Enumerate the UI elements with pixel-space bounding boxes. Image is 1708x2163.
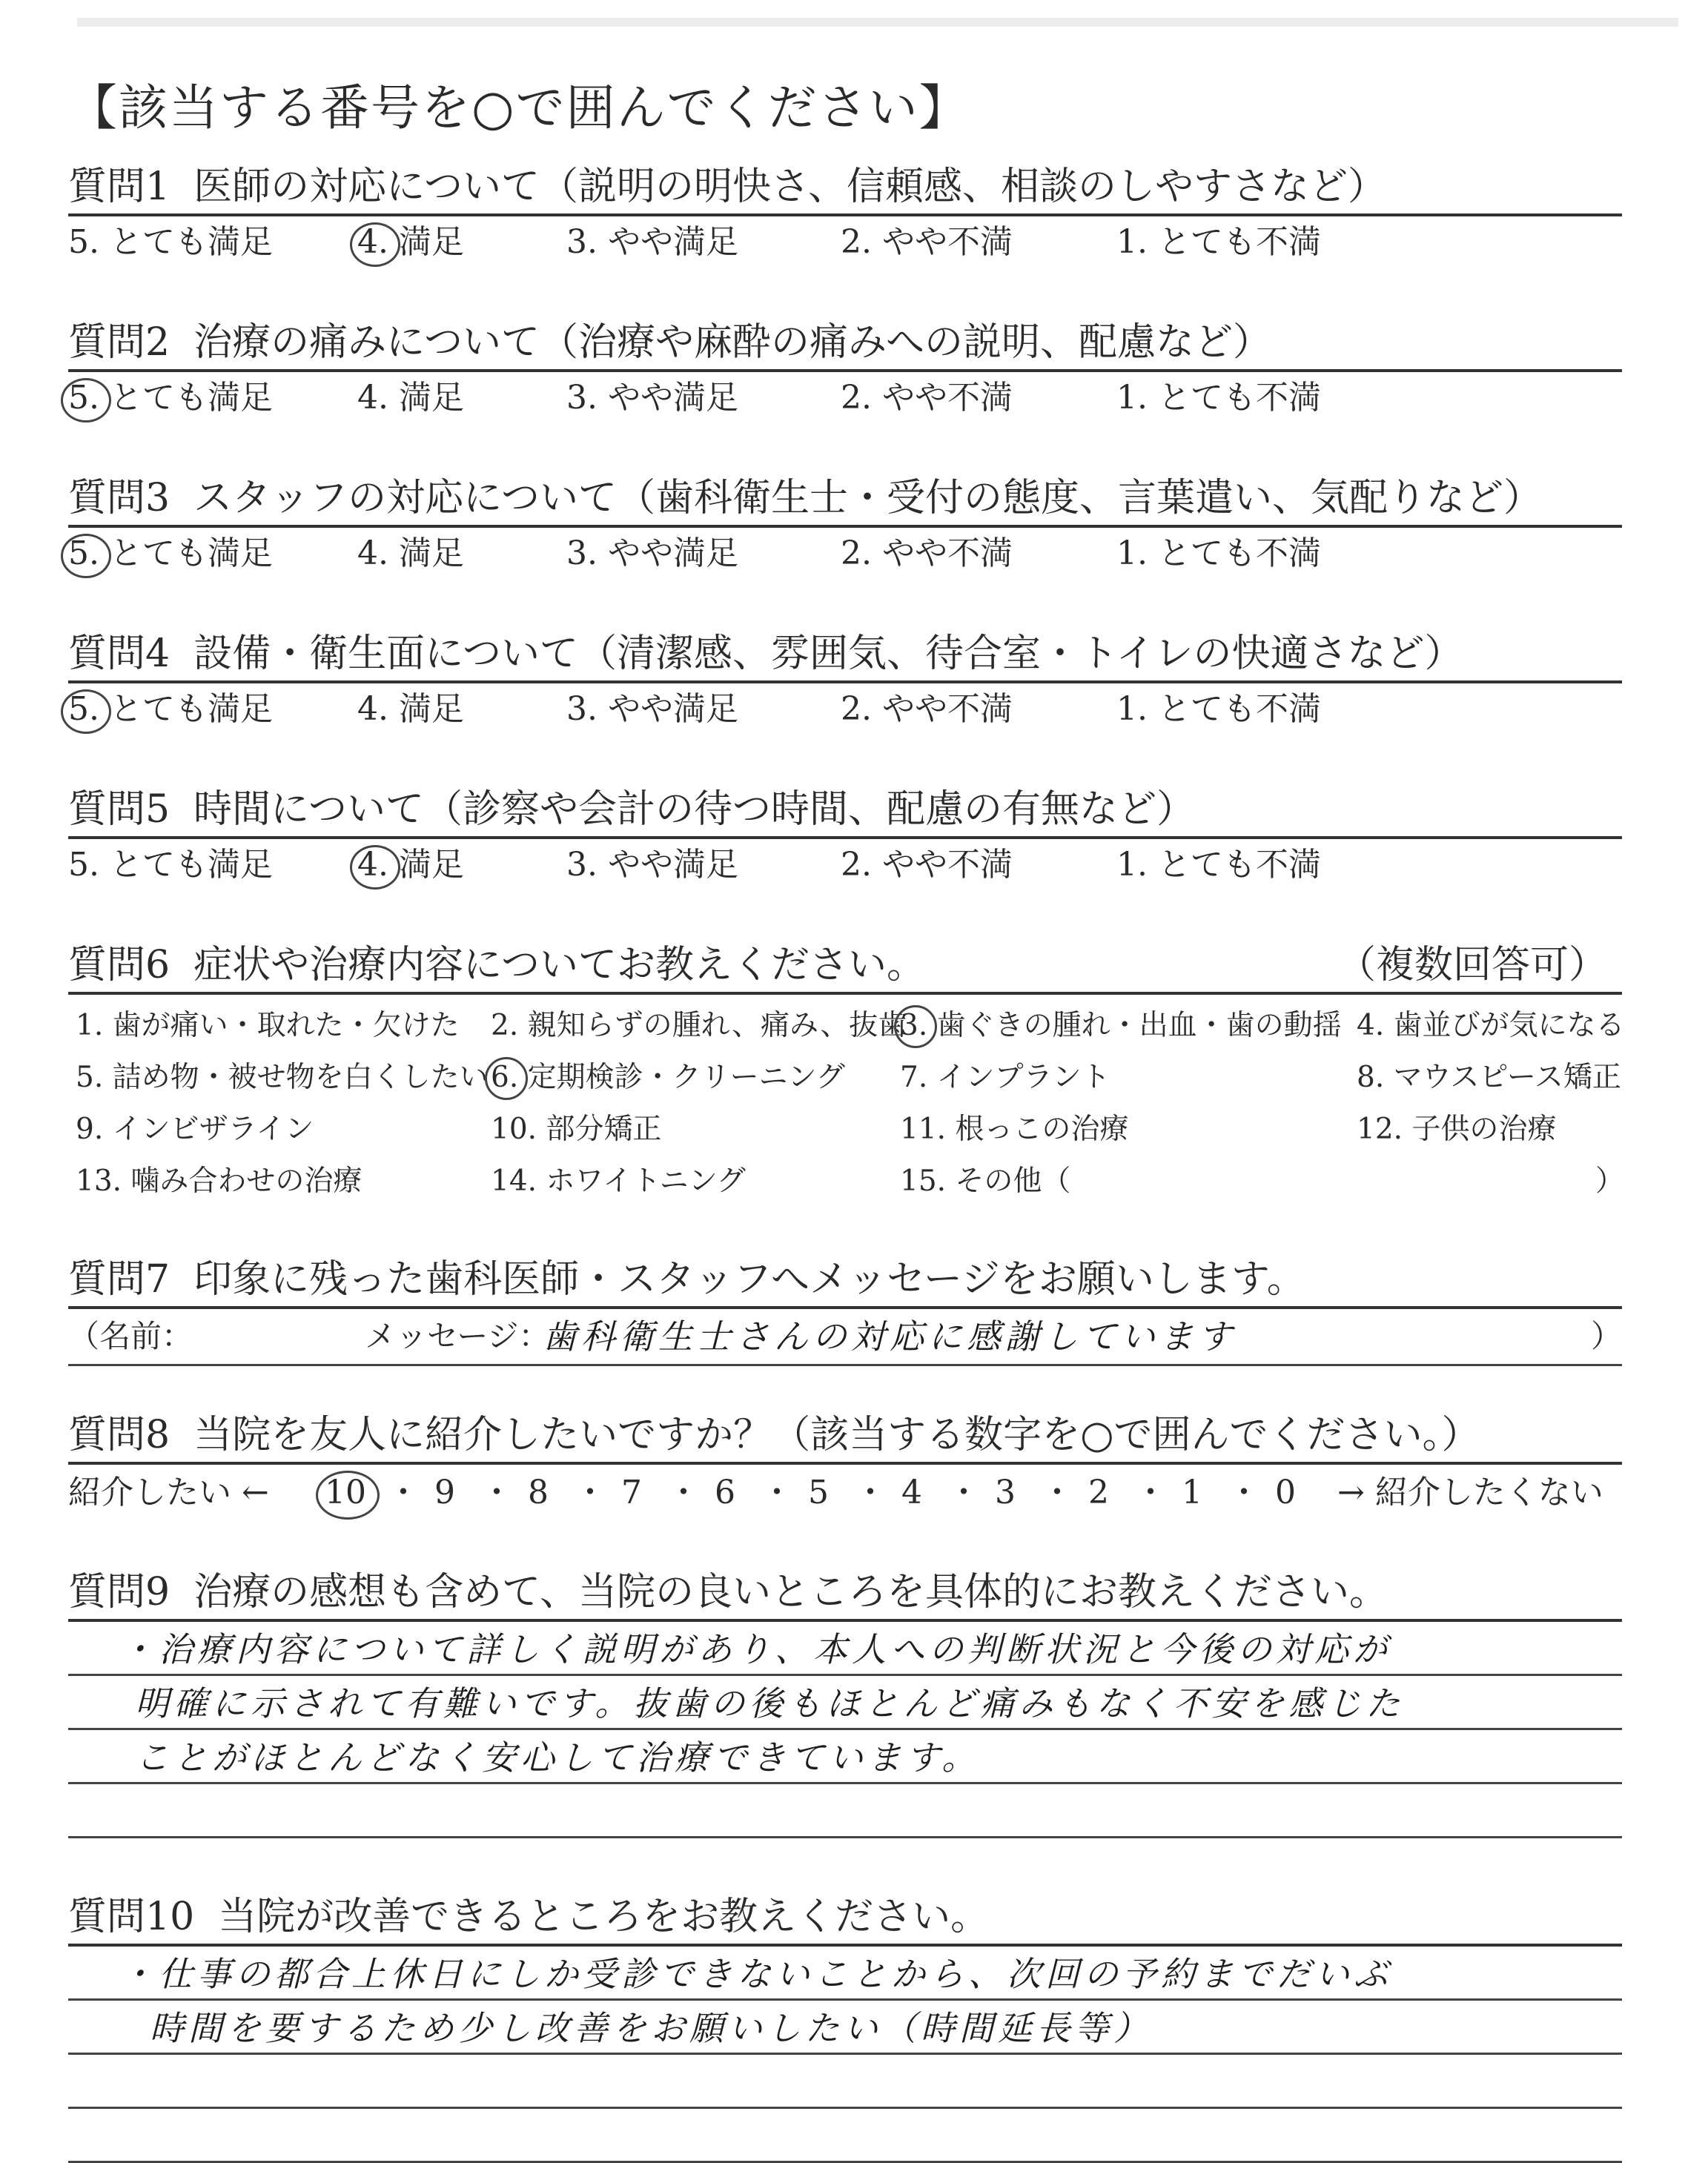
answer-line-1[interactable]: [68, 1622, 1622, 1676]
option-1[interactable]: 1. とても不満: [1116, 690, 1321, 728]
question-number: 質問2: [68, 320, 171, 365]
message-close: ）: [1590, 1318, 1622, 1354]
page-title: 【該当する番号を○で囲んでください】: [68, 79, 970, 136]
message-label: メッセージ：: [365, 1318, 550, 1354]
question-number: 質問8: [68, 1413, 171, 1457]
question-number: 質問5: [68, 787, 171, 832]
scale-dot: ・: [1228, 1474, 1260, 1511]
option-2[interactable]: 2. やや不満: [841, 690, 1013, 728]
symptom-4[interactable]: 4. 歯並びが気になる: [1357, 1009, 1625, 1042]
scale-3[interactable]: 3: [995, 1474, 1016, 1511]
scale-dot: ・: [574, 1474, 606, 1511]
question-text: 当院を友人に紹介したいですか？（該当する数字を○で囲んでください。）: [193, 1413, 1480, 1457]
answer-line-4[interactable]: [68, 2109, 1622, 2163]
option-3[interactable]: 3. やや満足: [566, 223, 738, 261]
answer-line-4[interactable]: [68, 1784, 1622, 1838]
option-5[interactable]: 5. とても満足: [68, 372, 273, 424]
question-text: 印象に残った歯科医師・スタッフへメッセージをお願いします。: [193, 1257, 1305, 1302]
option-4[interactable]: 4. 満足: [357, 839, 464, 891]
question-text: スタッフの対応について（歯科衛生士・受付の態度、言葉遣い、気配りなど）: [193, 476, 1543, 520]
symptom-15[interactable]: 15. その他（: [900, 1165, 1071, 1198]
answer-line-3[interactable]: [68, 1730, 1622, 1784]
symptom-11[interactable]: 11. 根っこの治療: [900, 1113, 1129, 1146]
multiple-answer-note: （複数回答可）: [1337, 943, 1607, 987]
scale-6[interactable]: 6: [715, 1474, 735, 1511]
option-2[interactable]: 2. やや不満: [841, 379, 1013, 417]
symptom-10[interactable]: 10. 部分矯正: [491, 1113, 662, 1146]
question-2: [68, 316, 1622, 424]
question-text: 医師の対応について（説明の明快さ、信頼感、相談のしやすさなど）: [193, 165, 1386, 209]
scale-dot: ・: [947, 1474, 980, 1511]
question-text: 設備・衛生面について（清潔感、雰囲気、待合室・トイレの快適さなど）: [193, 632, 1463, 676]
symptom-7[interactable]: 7. インプラント: [900, 1061, 1110, 1094]
symptom-other-close: ）: [1595, 1165, 1625, 1198]
scale-dot: ・: [1041, 1474, 1073, 1511]
question-6: [68, 938, 1625, 1210]
question-number: 質問3: [68, 476, 171, 520]
question-text: 治療の痛みについて（治療や麻酔の痛みへの説明、配慮など）: [193, 320, 1272, 365]
option-5[interactable]: 5. とても満足: [68, 846, 273, 884]
symptom-9[interactable]: 9. インビザライン: [76, 1113, 314, 1146]
symptom-3[interactable]: 3. 歯ぐきの腫れ・出血・歯の動揺: [900, 1002, 1342, 1050]
scale-7[interactable]: 7: [621, 1474, 642, 1511]
option-5[interactable]: 5. とても満足: [68, 683, 273, 735]
question-4: [68, 627, 1622, 735]
question-text: 当院が改善できるところをお教えください。: [218, 1895, 990, 1939]
scale-0[interactable]: 0: [1275, 1474, 1296, 1511]
option-2[interactable]: 2. やや不満: [841, 223, 1013, 261]
name-label: （名前：: [68, 1318, 193, 1354]
question-7: [68, 1253, 1622, 1366]
scale-dot: ・: [1134, 1474, 1167, 1511]
option-1[interactable]: 1. とても不満: [1116, 846, 1321, 884]
answer-line-3[interactable]: [68, 2055, 1622, 2109]
option-1[interactable]: 1. とても不満: [1116, 223, 1321, 261]
scale-right-label: → 紹介したくない: [1337, 1474, 1603, 1511]
message-handwriting: 歯科衛生士さんの対応に感謝しています: [543, 1316, 1237, 1357]
scale-dot: ・: [854, 1474, 887, 1511]
scale-1[interactable]: 1: [1182, 1474, 1202, 1511]
scale-8[interactable]: 8: [528, 1474, 549, 1511]
symptom-8[interactable]: 8. マウスピース矯正: [1357, 1061, 1621, 1094]
question-number: 質問9: [68, 1570, 171, 1614]
scale-5[interactable]: 5: [808, 1474, 829, 1511]
option-1[interactable]: 1. とても不満: [1116, 379, 1321, 417]
symptom-12[interactable]: 12. 子供の治療: [1357, 1113, 1557, 1146]
answer-line-2[interactable]: [68, 2001, 1622, 2055]
symptom-6[interactable]: 6. 定期検診・クリーニング: [491, 1054, 845, 1102]
answer-line-1[interactable]: [68, 1947, 1622, 2001]
answer-handwriting: 時間を要するため少し改善をお願いしたい（時間延長等）: [150, 2008, 1152, 2048]
question-text: 治療の感想も含めて、当院の良いところを具体的にお教えください。: [193, 1570, 1388, 1614]
question-5: [68, 783, 1622, 891]
option-2[interactable]: 2. やや不満: [841, 846, 1013, 884]
scale-10[interactable]: 10: [325, 1465, 366, 1521]
question-8: [68, 1408, 1622, 1521]
question-3: [68, 471, 1622, 580]
scan-edge: [77, 18, 1678, 27]
option-2[interactable]: 2. やや不満: [841, 534, 1013, 572]
option-4[interactable]: 4. 満足: [357, 690, 464, 728]
symptom-13[interactable]: 13. 噛み合わせの治療: [76, 1165, 363, 1198]
option-3[interactable]: 3. やや満足: [566, 846, 738, 884]
symptom-2[interactable]: 2. 親知らずの腫れ、痛み、抜歯: [491, 1009, 907, 1042]
answer-handwriting: 明確に示されて有難いです。抜歯の後もほとんど痛みもなく不安を感じた: [135, 1683, 1405, 1723]
message-field[interactable]: [68, 1309, 1622, 1366]
question-number: 質問4: [68, 632, 171, 676]
question-number: 質問6: [68, 943, 171, 987]
scale-2[interactable]: 2: [1088, 1474, 1109, 1511]
answer-handwriting: ことがほとんどなく安心して治療できています。: [135, 1738, 981, 1778]
question-number: 質問10: [68, 1895, 195, 1939]
option-5[interactable]: 5. とても満足: [68, 528, 273, 580]
symptom-14[interactable]: 14. ホワイトニング: [491, 1165, 746, 1198]
scale-dot: ・: [761, 1474, 793, 1511]
option-4[interactable]: 4. 満足: [357, 216, 464, 268]
answer-line-2[interactable]: [68, 1676, 1622, 1730]
option-3[interactable]: 3. やや満足: [566, 379, 738, 417]
scale-9[interactable]: 9: [434, 1474, 455, 1511]
question-number: 質問1: [68, 165, 171, 209]
option-3[interactable]: 3. やや満足: [566, 690, 738, 728]
question-1: [68, 160, 1622, 268]
scale-4[interactable]: 4: [901, 1474, 922, 1511]
question-text: 症状や治療内容についてお教えください。: [193, 943, 926, 987]
symptom-5[interactable]: 5. 詰め物・被せ物を白くしたい: [76, 1061, 489, 1094]
answer-handwriting: ・仕事の都合上休日にしか受診できないことから、次回の予約までだいぶ: [120, 1954, 1392, 1994]
option-4[interactable]: 4. 満足: [357, 534, 464, 572]
scale-dot: ・: [480, 1474, 513, 1511]
option-4[interactable]: 4. 満足: [357, 379, 464, 417]
option-3[interactable]: 3. やや満足: [566, 534, 738, 572]
question-text: 時間について（診察や会計の待つ時間、配慮の有無など）: [193, 787, 1196, 832]
option-1[interactable]: 1. とても不満: [1116, 534, 1321, 572]
answer-handwriting: ・治療内容について詳しく説明があり、本人への判断状況と今後の対応が: [120, 1629, 1392, 1669]
question-number: 質問7: [68, 1257, 171, 1302]
scale-dot: ・: [387, 1474, 420, 1511]
scale-left-label: 紹介したい ←: [68, 1474, 269, 1511]
question-9: [68, 1566, 1622, 1838]
option-5[interactable]: 5. とても満足: [68, 223, 273, 261]
scale-dot: ・: [667, 1474, 700, 1511]
question-10: [68, 1890, 1622, 2163]
recommend-scale: [68, 1465, 1622, 1521]
symptom-1[interactable]: 1. 歯が痛い・取れた・欠けた: [76, 1009, 460, 1042]
